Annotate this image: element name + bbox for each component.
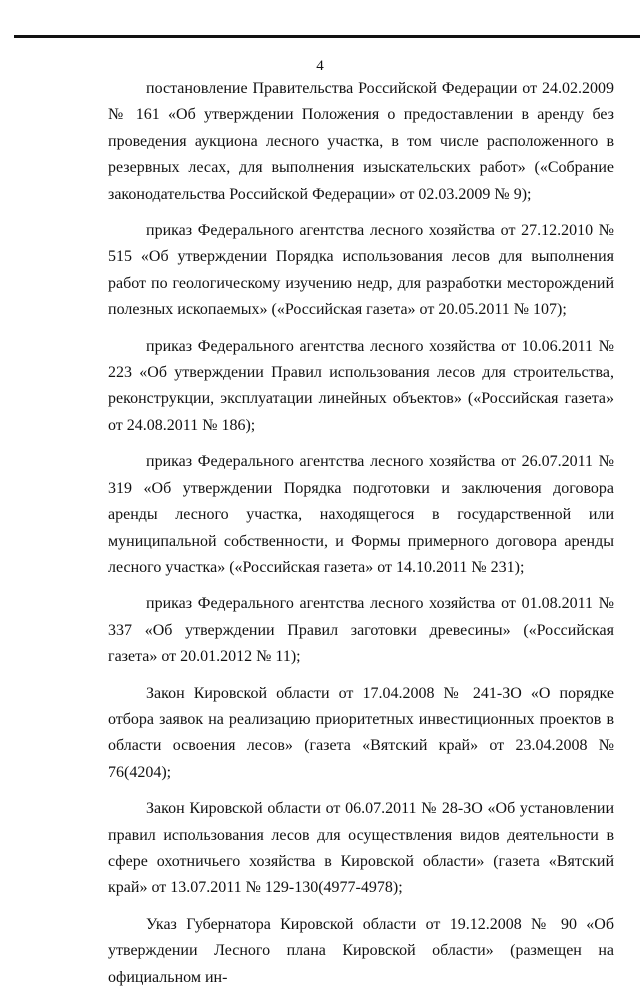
paragraph-order-319: приказ Федерального агентства лесного хозяйства от 26.07.2011 № 319 «Об утверждении Порядка подготовки и заключения договора аренды лесного участка, находящегося в государственной или муниципальной собственности, и Формы примерного договора аренды лесного участка» («Российская газета» от 14.10.2011 № 231);: [108, 453, 614, 576]
header-rule: [14, 35, 640, 38]
paragraph-order-337: приказ Федерального агентства лесного хозяйства от 01.08.2011 № 337 «Об утверждении Правил заготовки древесины» («Российская газета» от 20.01.2012 № 11);: [108, 595, 614, 666]
paragraph-order-515: приказ Федерального агентства лесного хозяйства от 27.12.2010 № 515 «Об утверждении Порядка использования лесов для выполнения работ по геологическому изучению недр, для разработки месторождений полезных ископаемых» («Российская газета» от 20.05.2011 № 107);: [108, 222, 614, 319]
paragraph-kirov-law-28: Закон Кировской области от 06.07.2011 № 28-ЗО «Об установлении правил использования лесов для осуществления видов деятельности в сфере охотничьего хозяйства в Кировской области» (газета «Вятский край» от 13.07.2011 № 129-130(4977-4978);: [108, 800, 614, 897]
paragraph-government-decree: постановление Правительства Российской Федерации от 24.02.2009 № 161 «Об утверждении Положения о предоставлении в аренду без проведения аукциона лесного участка, в том числе расположенного в резервных лесах, для выполнения изыскательских работ» («Собрание законодательства Российской Федерации» от 02.03.2009 № 9);: [108, 80, 614, 203]
paragraph-kirov-law-241: Закон Кировской области от 17.04.2008 № 241-ЗО «О порядке отбора заявок на реализацию приоритетных инвестиционных проектов в области освоения лесов» (газета «Вятский край» от 23.04.2008 № 76(4204);: [108, 684, 614, 781]
document-body: [108, 76, 614, 991]
paragraph-governor-decree-90: Указ Губернатора Кировской области от 19.12.2008 № 90 «Об утверждении Лесного плана Кировской области» (размещен на официальном ин-: [108, 915, 614, 986]
page-number: 4: [316, 58, 324, 74]
paragraph-order-223: приказ Федерального агентства лесного хозяйства от 10.06.2011 № 223 «Об утверждении Правил использования лесов для строительства, реконструкции, эксплуатации линейных объектов» («Российская газета» от 24.08.2011 № 186);: [108, 337, 614, 434]
